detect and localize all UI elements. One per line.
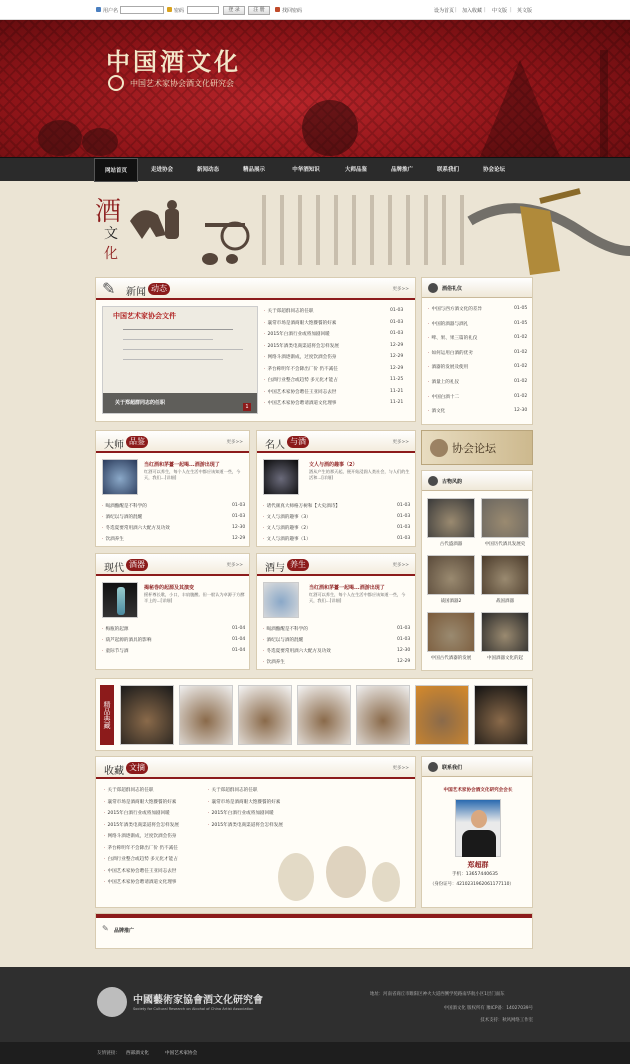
celebrity-highlight: 与酒 (287, 436, 309, 448)
brand-icon: ✎ (102, 924, 109, 933)
showcase-item[interactable] (297, 685, 351, 745)
nav-forum[interactable]: 协会论坛 (482, 167, 505, 173)
collection-more-link[interactable]: 更多>> (392, 766, 409, 771)
banner-subtitle: 中国艺术家协会酒文化研究会 (130, 79, 234, 88)
list-item[interactable]: · 中国艺术家协会聘请酒道文化理事 (104, 879, 204, 885)
list-item[interactable]: · 关于郑超群同志的任职 (104, 787, 204, 793)
friend-links-label: 友情链接： (97, 1051, 120, 1056)
showcase-item[interactable] (238, 685, 292, 745)
suit-shape (462, 830, 496, 857)
list-date: 11-21 (390, 388, 404, 394)
list-item[interactable]: · 冬选夏要常用酒六大配方及功效 (102, 525, 210, 531)
collection-highlight: 文摘 (126, 762, 148, 774)
banner (0, 20, 630, 157)
nav-home[interactable]: 网站首页 (94, 158, 138, 182)
list-date: 01-03 (397, 503, 411, 508)
list-item[interactable]: · 中国艺术家协会聘任王亚同志去世 (264, 389, 374, 395)
list-date: 01-03 (390, 331, 404, 336)
list-item[interactable]: · 白酒行业整合或趋势 多元化才能占 (264, 377, 374, 383)
modern-featured-title[interactable]: 揭秘巻的起源及其演变 (144, 585, 195, 591)
list-date: 01-02 (514, 379, 528, 384)
health-featured-title[interactable]: 当红酒和茅薹一起喝...酒游出现了 (309, 585, 385, 591)
list-item[interactable]: · 文人与酒的趣事（3） (263, 514, 375, 520)
showcase-item[interactable] (179, 685, 233, 745)
contact-idcard: （身份证号：4210231962061177110） (430, 882, 514, 887)
list-date: 12-29 (397, 659, 411, 664)
list-item[interactable]: · 酒器的发展及使用 (428, 364, 504, 370)
password-input[interactable] (187, 6, 219, 14)
username-label: 用户名 (103, 8, 119, 14)
friend-link[interactable]: 西部酒文化 (126, 1051, 149, 1056)
list-item[interactable]: · 茅台称明年不会降出厂价 仍不减任 (104, 845, 204, 851)
collection-box (95, 756, 416, 908)
list-date: 12-29 (390, 354, 404, 359)
nav-master[interactable]: 大师品鉴 (344, 167, 367, 173)
banner-title: 中国酒文化 (106, 47, 241, 76)
antique-caption[interactable]: 战国酒器 (496, 599, 514, 604)
list-item[interactable]: · 喝酒酿醒是不科学的 (263, 626, 375, 632)
health-featured-desc: 红酒可以养生，每个人在生活中都应该知道一些，今天，我们...[详细] (309, 592, 406, 603)
contact-header (422, 757, 532, 777)
list-date: 01-03 (390, 319, 404, 325)
separator: | (455, 7, 457, 13)
password-label: 密码 (174, 8, 185, 14)
list-item[interactable]: · 酒纪以与酒的混醒 (102, 514, 210, 520)
brush-icon: ✎ (102, 279, 116, 298)
list-date: 11-21 (390, 400, 404, 405)
list-date: 01-02 (514, 393, 528, 399)
modern-thumb[interactable] (102, 582, 138, 618)
list-item[interactable]: · 网络斗酒逐渐成，过度饮酒会伤身 (264, 354, 374, 360)
footer-support: 技术支持：秋风网络工作室 (480, 1018, 533, 1023)
list-item[interactable]: · 酒文化 (428, 408, 504, 414)
friend-link[interactable]: 中国艺术家协会 (165, 1051, 198, 1056)
figures-artwork (256, 837, 406, 907)
list-item[interactable]: · 襄常市场是酒商眼大饱饕餮的好素 (208, 799, 308, 805)
etiquette-title: 酒俗礼仪 (442, 286, 463, 292)
modern-featured-desc: 摇杯尊长歌，小口，丰扇腹酸。但一般认为卓源于方酵半上的...[详细] (144, 592, 245, 603)
showcase-item[interactable] (415, 685, 469, 745)
list-date: 01-04 (232, 637, 246, 642)
list-item[interactable]: · 梅瓶的起源 (102, 626, 210, 632)
nav-news[interactable]: 新闻动态 (196, 167, 219, 173)
master-box (95, 430, 250, 547)
list-item[interactable]: · 冬选夏要常用酒六大配方及功效 (263, 648, 375, 654)
footer-logo-cn: 中國藝術家協會酒文化研究會 (133, 995, 263, 1006)
hero-area (0, 181, 630, 275)
news-box (95, 277, 416, 422)
list-item[interactable]: · 2015年酒类电商渠道将会怎样发展 (208, 822, 308, 828)
news-image[interactable] (102, 306, 258, 414)
list-date: 01-02 (514, 349, 528, 355)
list-item[interactable]: · 中国艺术家协会聘请酒道文化理事 (264, 400, 374, 406)
separator: | (484, 7, 486, 13)
forum-banner-text: 协会论坛 (452, 442, 496, 455)
showcase-item[interactable] (120, 685, 174, 745)
master-thumb[interactable] (102, 459, 138, 495)
master-highlight: 品鉴 (126, 436, 148, 448)
list-date: 01-03 (397, 514, 411, 519)
list-date: 12-29 (390, 342, 404, 348)
footer (0, 967, 630, 1042)
antique-thumb[interactable] (481, 555, 529, 595)
list-date: 01-03 (397, 525, 411, 530)
list-item[interactable]: · 白酒行业整合或趋势 多元化才能占 (104, 856, 204, 862)
forum-banner[interactable] (421, 430, 533, 465)
list-item[interactable]: · 茅台称明年不会降出厂价 仍不减任 (264, 366, 374, 372)
news-title: 新闻 (126, 287, 146, 298)
hero-char-3: 化 (104, 246, 118, 262)
list-date: 01-02 (514, 364, 528, 370)
list-item[interactable]: · 2015年酒类电商渠道将会怎样发展 (264, 343, 374, 349)
list-item[interactable]: · 喝酒酿醒是不科学的 (102, 503, 210, 509)
modern-highlight: 酒器 (126, 559, 148, 571)
list-item[interactable]: · 2015年酒类电商渠道将会怎样发展 (104, 822, 204, 828)
slide-indicator[interactable]: 1 (243, 403, 251, 411)
list-item[interactable]: · 中国白酒十二 (428, 394, 504, 400)
key-icon (275, 7, 280, 12)
showcase-item[interactable] (356, 685, 410, 745)
brand-box (95, 913, 533, 949)
list-item[interactable]: · 葫芦起源的酒具的影响 (102, 637, 210, 643)
list-date: 01-04 (232, 648, 246, 653)
nav-knowledge[interactable]: 中华酒知识 (292, 167, 320, 173)
antique-title: 古物风韵 (442, 479, 463, 485)
news-more-link[interactable]: 更多>> (392, 287, 409, 292)
list-item[interactable]: · 文人与酒的趣事（2） (263, 525, 375, 531)
list-date: 01-05 (514, 320, 528, 326)
banner-artwork (0, 20, 630, 157)
celebrity-more-link[interactable]: 更多>> (392, 440, 409, 445)
add-favorite-link[interactable]: 加入收藏 (462, 8, 483, 14)
contact-name: 郑超群 (467, 861, 489, 869)
modern-title: 现代 (104, 563, 124, 574)
list-item[interactable]: · 中国的酒器与酒礼 (428, 321, 504, 327)
user-icon (96, 7, 101, 12)
list-item[interactable]: · 关于郑超群同志的任职 (264, 308, 374, 314)
list-item[interactable]: · 饮酒养生 (102, 536, 210, 542)
list-item[interactable]: · 文人与酒的趣事（1） (263, 536, 375, 542)
health-more-link[interactable]: 更多>> (392, 563, 409, 568)
contact-org: 中国艺术家协会酒文化研究会会长 (443, 788, 513, 793)
list-item[interactable]: · 襄常市场是酒商眼大饱饕餮的好素 (264, 320, 374, 326)
vessel-icon (428, 476, 438, 486)
bottle-shape (117, 587, 125, 615)
list-item[interactable]: · 饮酒养生 (263, 659, 375, 665)
list-item[interactable]: · 网络斗酒逐渐成，过度饮酒会伤身 (104, 833, 204, 839)
list-date: 01-05 (514, 306, 528, 311)
modern-box (95, 553, 250, 670)
doc-line (123, 339, 213, 340)
list-date: 01-03 (397, 536, 411, 541)
doc-title: 中国艺术家协会文件 (113, 311, 176, 320)
antique-caption[interactable]: 中国酒器文化的起 (487, 656, 523, 661)
antique-thumb[interactable] (427, 612, 475, 652)
chinese-link[interactable]: 中文版 (492, 8, 508, 14)
showcase-strip (95, 678, 533, 751)
hero-char-1: 酒 (95, 197, 122, 227)
username-input[interactable] (120, 6, 164, 14)
celebrity-title: 名人 (265, 440, 285, 451)
nav-showcase[interactable]: 精品展示 (242, 167, 265, 173)
list-date: 12-29 (390, 365, 404, 371)
footer-icp: 中国酒文化 版权所有 豫ICP备：14027039号 (443, 1006, 533, 1011)
list-item[interactable]: · 酒量上的礼仪 (428, 379, 504, 385)
figure-icon (430, 439, 448, 457)
news-highlight: 动态 (148, 283, 170, 295)
nav-brand[interactable]: 品牌推广 (390, 167, 413, 173)
seal-icon (108, 75, 124, 91)
doc-line (123, 349, 243, 350)
list-date: 01-02 (514, 335, 528, 341)
antique-caption[interactable]: 战国酒器2 (440, 599, 462, 604)
footer-logo-en: Society for Cultural Research on Alcohol of China Artist Association (133, 1007, 254, 1011)
list-item[interactable]: · 童际节与酒 (102, 648, 210, 654)
contact-box (421, 756, 533, 908)
antique-caption[interactable]: 古代盛酒器 (439, 542, 463, 547)
modern-more-link[interactable]: 更多>> (226, 563, 243, 568)
list-date: 11-25 (390, 377, 404, 382)
list-date: 01-03 (232, 503, 246, 508)
list-date: 12-30 (397, 648, 411, 653)
list-item[interactable]: · 2015年白酒行业或将加剧回暖 (208, 810, 308, 816)
celebrity-featured-desc: 酒从产生的那天起，便开始浸润人类社会，与人们的生活和...[详细] (309, 469, 410, 480)
antique-thumb[interactable] (427, 498, 475, 538)
antique-thumb[interactable] (481, 498, 529, 538)
etiquette-box (421, 277, 533, 425)
set-home-link[interactable]: 设为首页 (434, 8, 455, 14)
celebrity-thumb[interactable] (263, 459, 299, 495)
list-item[interactable]: · 酒纪以与酒的混醒 (263, 637, 375, 643)
health-box (256, 553, 416, 670)
collection-title: 收藏 (104, 766, 124, 777)
list-item[interactable]: · 啤、果、果三篇的礼仪 (428, 335, 504, 341)
list-date: 12-30 (514, 408, 528, 414)
face-shape (471, 810, 487, 828)
brand-title: 品牌推广 (114, 928, 135, 934)
list-date: 01-03 (397, 637, 411, 642)
separator: | (510, 7, 512, 13)
forgot-password-link[interactable]: 找回密码 (282, 8, 303, 14)
celebrity-featured-title[interactable]: 文人与酒的趣事（2） (309, 462, 358, 468)
health-highlight: 养生 (287, 559, 309, 571)
footer-logo-icon (97, 987, 127, 1017)
lock-icon (167, 7, 172, 12)
jar-icon (428, 283, 438, 293)
health-title: 酒与 (265, 563, 285, 574)
login-button[interactable]: 登 录 (223, 6, 245, 15)
main-nav (0, 157, 630, 181)
celebrity-box (256, 430, 416, 547)
antique-header (422, 471, 532, 491)
nav-contact[interactable]: 联系我们 (436, 167, 459, 173)
list-item[interactable]: · 如何运用白酒的优劣 (428, 350, 504, 356)
news-image-caption: 关于郑超群同志的任职 (115, 400, 166, 406)
list-item[interactable]: · 2015年白酒行业或将加剧回暖 (264, 331, 374, 337)
etiquette-header (422, 278, 532, 298)
doc-line (123, 329, 233, 330)
showcase-item[interactable] (474, 685, 528, 745)
contact-title: 联系我们 (442, 765, 463, 771)
english-link[interactable]: 英文版 (517, 8, 533, 14)
register-button[interactable]: 注 册 (248, 6, 270, 15)
contact-photo (455, 799, 501, 857)
contact-phone: 手机：13657440635 (452, 872, 498, 877)
top-bar (0, 0, 630, 20)
master-featured-title[interactable]: 当红酒和茅薹一起喝...酒游出现了 (144, 462, 220, 468)
list-date: 01-03 (390, 308, 404, 313)
antique-caption[interactable]: 中国古代酒器的发展 (430, 656, 472, 661)
list-item[interactable]: · 诸代颜真大师格万树和【大史酒诗】 (263, 503, 375, 509)
brand-bar (96, 914, 532, 918)
phone-icon (428, 762, 438, 772)
list-item[interactable]: · 中国艺术家协会聘任王亚同志去世 (104, 868, 204, 874)
footer-address: 地址：河南省商丘市睢阳区神火大道西侧学苑路南华航小区1层门面东 (370, 992, 505, 997)
antique-box (421, 470, 533, 671)
friend-links-bar (0, 1042, 630, 1064)
antique-caption[interactable]: 中国历代酒具发展史 (484, 542, 526, 547)
master-more-link[interactable]: 更多>> (226, 440, 243, 445)
list-date: 01-03 (397, 626, 411, 631)
showcase-label: 精品典藏 (100, 685, 114, 745)
master-featured-desc: 红酒可以养生，每个人在生活中都应该知道一些，今天，我们...[详细] (144, 469, 241, 480)
list-date: 01-04 (232, 626, 246, 631)
doc-line (123, 359, 223, 360)
nav-about[interactable]: 走进协会 (150, 167, 173, 173)
list-item[interactable]: · 中国与西方酒文化的差异 (428, 306, 504, 312)
antique-thumb[interactable] (427, 555, 475, 595)
list-item[interactable]: · 2015年白酒行业或将加剧回暖 (104, 810, 204, 816)
list-item[interactable]: · 关于郑超群同志的任职 (208, 787, 308, 793)
list-date: 12-30 (232, 525, 246, 530)
health-thumb[interactable] (263, 582, 299, 618)
hero-char-2: 文 (104, 226, 118, 242)
antique-thumb[interactable] (481, 612, 529, 652)
list-date: 01-03 (232, 514, 246, 519)
list-date: 12-29 (232, 536, 246, 541)
master-title: 大师 (104, 440, 124, 451)
list-item[interactable]: · 襄常市场是酒商眼大饱饕餮的好素 (104, 799, 204, 805)
